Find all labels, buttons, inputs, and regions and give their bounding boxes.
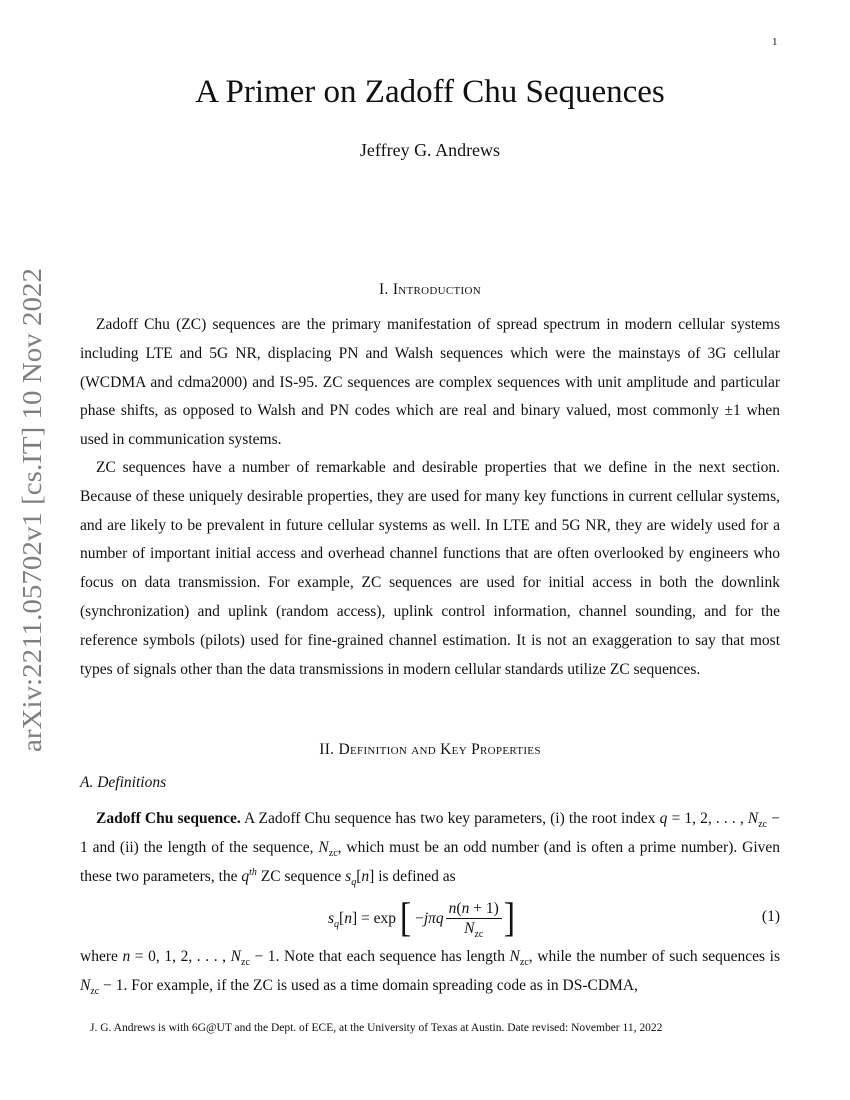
intro-p2-text: ZC sequences have a number of remarkable and desirable properties that we define in the next section. Because of these uniquely desirable properties, they are used for many key functions in current cellular systems, and are likely to be prevalent in future cellular systems as well. In LTE and 5G NR, they are widely used for a number of important initial access and overhead channel functions that are often overlooked by engineers who focus on data transmission. For example, ZC sequences are used for initial access in both the downlink (synchronization) and uplink (random access), uplink control information, channel sounding, and for the reference symbols (pilots) used for fine-grained channel estimation. It is not an exaggeration to say that most types of signals other than the data transmissions in modern cellular standards utilize ZC sequences. (80, 459, 780, 678)
arxiv-stamp-text: arXiv:2211.05702v1 [cs.IT] 10 Nov 2022 (17, 301, 47, 752)
arxiv-stamp (10, 268, 50, 752)
equation-body: $s_q$ [ n ] = exp [ − jπq $\frac{n(n + 1)}{N_{zc}}$ ] (328, 896, 516, 941)
author-name: Jeffrey G. Andrews (359, 140, 501, 160)
paper-title: A Primer on Zadoff Chu Sequences (195, 74, 665, 110)
intro-p1-text: Zadoff Chu (ZC) sequences are the primary manifestation of spread spectrum in modern cellular systems including LTE and 5G NR, displacing PN and Walsh sequences which were the mainstays of 3G cellular (WCDMA and cdma2000) and IS-95. ZC sequences are complex sequences with unit amplitude and particular phase shifts, as opposed to Walsh and PN codes which are real and binary valued, most commonly (80, 316, 780, 420)
equation-1 (80, 896, 780, 942)
zc-sequence-lead: Zadoff Chu sequence. (96, 810, 241, 827)
footnote: J. G. Andrews is with 6G@UT and the Dept. of ECE, at the University of Texas at Austin. Date revised: November 11, 2022 (90, 1022, 663, 1034)
intro-p1-end: when used in communication systems. (80, 402, 781, 449)
definitions-paragraph: Zadoff Chu sequence. A Zadoff Chu sequence has two key parameters, (i) the root index q = 1, 2, . . . , $N_{zc} - 1$ and (ii) the length of the sequence, $N_{zc}$, which must be an odd number (and is often a prime number). Given these two parameters, the $q^{th}$ ZC sequence $s_q[n]$ is defined as (80, 810, 780, 888)
section-heading-introduction (0, 281, 850, 299)
intro-paragraph-2 (80, 454, 780, 684)
page-number: 1 (772, 36, 778, 48)
after-equation-paragraph: where n = 0, 1, 2, . . . , $N_{zc} - 1$. Note that each sequence has length $N_{zc}$, while the number of such sequences is $N_{zc} - 1$. For example, if the ZC is used as a time domain spreading code as in DS-CDMA, (80, 948, 781, 997)
section-number: II. (319, 741, 335, 758)
section-title: Definition and Key Properties (338, 741, 541, 758)
section-number: I. (378, 281, 389, 298)
plus-minus-one: ±1 (724, 402, 741, 420)
section-title: Introduction (392, 281, 482, 298)
section-heading-definition (0, 741, 850, 759)
subsection-definitions: A. Definitions (80, 774, 167, 791)
intro-paragraph-1 (80, 311, 780, 455)
equation-number: (1) (761, 908, 780, 925)
